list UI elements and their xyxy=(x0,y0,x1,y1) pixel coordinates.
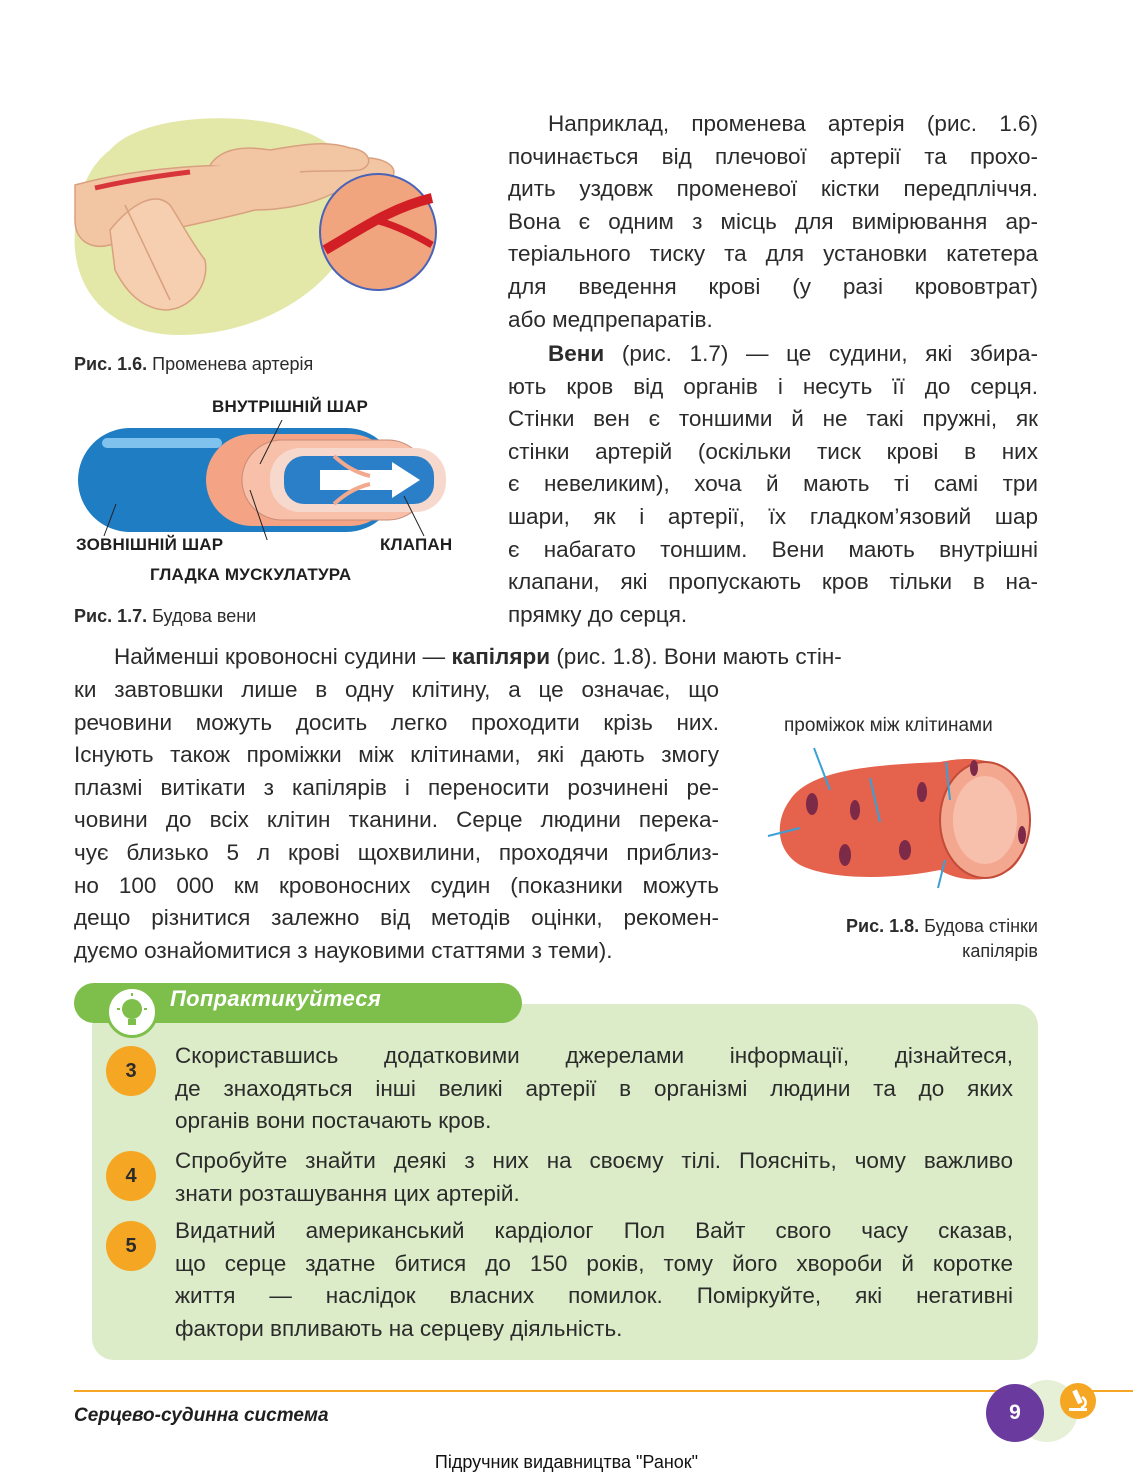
text-line: речовини можуть досить легко проходити крізь них. xyxy=(74,709,719,735)
fig-1-8-illustration xyxy=(760,740,1040,890)
fig-caption-text: Променева артерія xyxy=(152,354,314,374)
text-line: чує близько 5 л крові щохвилини, проходячи приблиз- xyxy=(74,839,719,865)
text-line: теріального тиску та для установки катетера xyxy=(508,241,1038,267)
label-outer-layer: ЗОВНІШНІЙ ШАР xyxy=(76,535,224,554)
text-line: для введення крові (у разі крововтрат) xyxy=(508,273,1038,299)
text-line: човини до всіх клітин тканини. Серце людини перека- xyxy=(74,807,719,833)
text-line: ки завтовшки лише в одну клітину, а це означає, що xyxy=(74,677,719,702)
cell-nucleus xyxy=(917,782,927,802)
task-number-badge: 3 xyxy=(106,1046,156,1096)
task-number-badge: 5 xyxy=(106,1221,156,1271)
label-cell-gap: проміжок між клітинами xyxy=(784,715,993,736)
text-line: де знаходяться інші великі артерії в організмі людини та до яких xyxy=(175,1075,1013,1101)
label-valve: КЛАПАН xyxy=(380,535,453,554)
text-line: плазмі витікати з капілярів і переносити розчинені ре- xyxy=(74,774,719,800)
lightbulb-glyph xyxy=(109,989,155,1035)
capillaries-paragraph xyxy=(74,674,719,967)
text-line: починається від плечової артерії та прохо- xyxy=(508,143,1038,169)
text-line: Видатний американський кардіолог Пол Вайт свого часу сказав, xyxy=(175,1218,1013,1243)
cell-nucleus xyxy=(850,800,860,820)
fig-1-6-caption xyxy=(74,354,313,375)
label-smooth-muscle: ГЛАДКА МУСКУЛАТУРА xyxy=(150,565,352,584)
intro-paragraph xyxy=(508,108,1038,336)
text-line: дуємо ознайомитися з науковими статтями з теми). xyxy=(74,937,613,963)
text-fragment: (рис. 1.8). Вони мають стін- xyxy=(550,644,842,669)
text-line: прямку до серця. xyxy=(508,601,688,627)
fig-caption-text: Будова стінки xyxy=(924,916,1038,936)
text-line: ють кров від органів і несуть її до серця. xyxy=(508,373,1038,399)
task-number-badge: 4 xyxy=(106,1151,156,1201)
fig-1-8-caption xyxy=(760,914,1038,964)
practice-title: Попрактикуйтеся xyxy=(170,986,382,1011)
text-line xyxy=(508,338,1038,371)
text-line: стінки артерій (оскільки тиск крові в них xyxy=(508,438,1038,464)
text-line: є набагато тоншим. Вени мають внутрішні xyxy=(508,536,1038,562)
text-line: Існують також проміжки між клітинами, які дають змогу xyxy=(74,742,719,768)
text-line: є невеликим), хоча й мають ті самі три xyxy=(508,471,1038,497)
fig-1-7-illustration xyxy=(74,420,474,540)
microscope-glyph xyxy=(1060,1383,1096,1419)
footer-section-title: Серцево-судинна система xyxy=(74,1405,329,1426)
cell-nucleus xyxy=(899,840,911,860)
page-number: 9 xyxy=(986,1384,1044,1442)
label-inner-layer: ВНУТРІШНІЙ ШАР xyxy=(212,397,369,416)
term-veins: Вени xyxy=(548,341,605,366)
task-text xyxy=(175,1040,1013,1138)
cell-nucleus xyxy=(806,793,818,815)
text-fragment: Найменші кровоносні судини — xyxy=(114,644,452,669)
footer-divider xyxy=(74,1390,1133,1392)
cell-nucleus xyxy=(970,760,978,776)
text-fragment: (рис. 1.7) — це судини, які збира- xyxy=(604,341,1038,366)
text-line: Наприклад, променева артерія (рис. 1.6) xyxy=(548,111,1038,136)
text-line: Стінки вен є тоншими й не такі пружні, як xyxy=(508,406,1038,432)
text-line: Вона є одним з місць для вимірювання ар- xyxy=(508,208,1038,234)
text-line: Скориставшись додатковими джерелами інформації, дізнайтеся, xyxy=(175,1043,1013,1068)
text-line: дещо різнитися залежно від методів оцінки, рекомен- xyxy=(74,905,719,931)
cell-nucleus xyxy=(1018,826,1026,844)
fig-label: Рис. 1.6. xyxy=(74,354,148,374)
text-line: но 100 000 км кровоносних судин (показники можуть xyxy=(74,872,719,898)
lightbulb-icon xyxy=(106,986,158,1038)
cell-nucleus xyxy=(839,844,851,866)
text-line: шари, як і артерії, їх гладком’язовий шар xyxy=(508,503,1038,529)
task-text xyxy=(175,1215,1013,1345)
task-text xyxy=(175,1145,1013,1210)
text-line: Спробуйте знайти деякі з них на своєму тілі. Поясніть, чому важливо xyxy=(175,1148,1013,1173)
capillaries-first-line xyxy=(74,641,944,674)
text-line: клапани, які пропускають кров тільки в на- xyxy=(508,569,1038,595)
microscope-icon xyxy=(1060,1383,1096,1419)
publisher-note: Підручник видавництва "Ранок" xyxy=(434,1452,699,1472)
text-line: що серце здатне битися до 150 років, тому його хвороби й коротке xyxy=(175,1250,1013,1276)
text-line: дить уздовж променевої кістки передпліччя. xyxy=(508,176,1038,202)
veins-paragraph xyxy=(508,338,1038,631)
text-line: або медпрепаратів. xyxy=(508,306,713,332)
fig-label: Рис. 1.8. xyxy=(846,916,920,936)
text-line: знати розташування цих артерій. xyxy=(175,1180,520,1206)
fig-label: Рис. 1.7. xyxy=(74,606,148,626)
fig-1-7-caption xyxy=(74,606,256,627)
artery-zoom-circle xyxy=(320,174,436,290)
term-capillaries: капіляри xyxy=(451,644,551,669)
text-line xyxy=(74,641,944,674)
fig-caption-text: капілярів xyxy=(962,941,1038,961)
fig-caption-text: Будова вени xyxy=(152,606,257,626)
text-line: життя — наслідок власних помилок. Поміркуйте, які негативні xyxy=(175,1283,1013,1309)
text-line: органів вони постачають кров. xyxy=(175,1108,492,1134)
text-line: фактори впливають на серцеву діяльність. xyxy=(175,1315,623,1341)
fig-1-6-illustration xyxy=(70,110,440,345)
